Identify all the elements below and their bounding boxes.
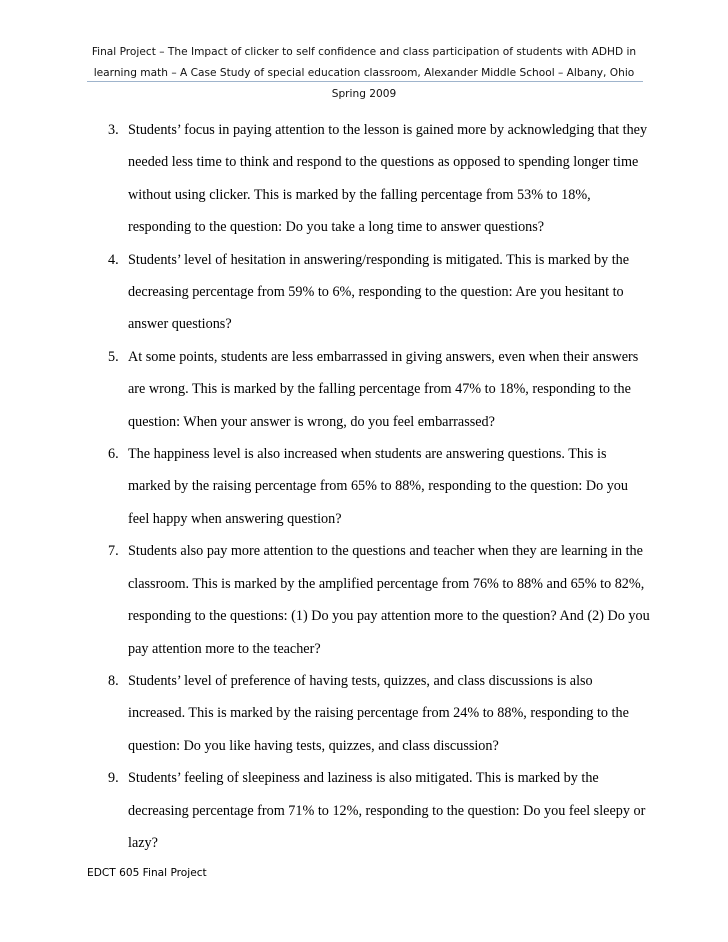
list-item bbox=[0, 438, 728, 535]
header-date: Spring 2009 bbox=[331, 88, 397, 100]
header-title-line-1: Final Project – The Impact of clicker to self confidence and class participation of students with ADHD in bbox=[91, 46, 637, 58]
item-number: 6. bbox=[108, 446, 119, 463]
list-item bbox=[0, 114, 728, 244]
item-text: Students’ focus in paying attention to the lesson is gained more by acknowledging that they needed less time to think and respond to the questions as opposed to spending longer time without using clicker. This is marked by the falling percentage from 53% to 18%, responding to the question: Do you take a long time to answer questions? bbox=[128, 122, 648, 236]
item-text: The happiness level is also increased when students are answering questions. This is marked by the raising percentage from 65% to 88%, responding to the question: Do you feel happy when answering question? bbox=[128, 446, 628, 527]
findings-list bbox=[0, 114, 728, 859]
list-item bbox=[0, 762, 728, 859]
list-item bbox=[0, 341, 728, 438]
item-number: 9. bbox=[108, 770, 119, 787]
item-number: 4. bbox=[108, 251, 119, 268]
list-item bbox=[0, 535, 728, 665]
page-header bbox=[0, 42, 728, 105]
item-number: 7. bbox=[108, 543, 119, 560]
item-text: Students’ feeling of sleepiness and laziness is also mitigated. This is marked by the decreasing percentage from 71% to 12%, responding to the question: Do you feel sleepy or lazy? bbox=[128, 770, 646, 851]
item-number: 8. bbox=[108, 672, 119, 689]
header-divider bbox=[87, 81, 643, 82]
list-item bbox=[0, 244, 728, 341]
header-title-line-2: learning math – A Case Study of special education classroom, Alexander Middle School – Albany, Ohio bbox=[93, 67, 635, 79]
page-footer: EDCT 605 Final Project bbox=[87, 867, 207, 879]
item-text: Students’ level of preference of having tests, quizzes, and class discussions is also increased. This is marked by the raising percentage from 24% to 88%, responding to the question: Do you like having tests, quizzes, and class discussion? bbox=[128, 672, 629, 754]
item-number: 5. bbox=[108, 348, 119, 365]
list-item bbox=[0, 665, 728, 762]
item-number: 3. bbox=[108, 122, 119, 138]
item-text: Students also pay more attention to the questions and teacher when they are learning in the classroom. This is marked by the amplified percentage from 76% to 88% and 65% to 82%, responding to the questions: (1) Do you pay attention more to the question? And (2) Do you pay attention more to the teacher? bbox=[128, 543, 650, 657]
item-text: At some points, students are less embarrassed in giving answers, even when their answers are wrong. This is marked by the falling percentage from 47% to 18%, responding to the question: When your answer is wrong, do you feel embarrassed? bbox=[128, 348, 639, 430]
item-text: Students’ level of hesitation in answering/responding is mitigated. This is marked by the decreasing percentage from 59% to 6%, responding to the question: Are you hesitant to answer questions? bbox=[128, 251, 630, 333]
